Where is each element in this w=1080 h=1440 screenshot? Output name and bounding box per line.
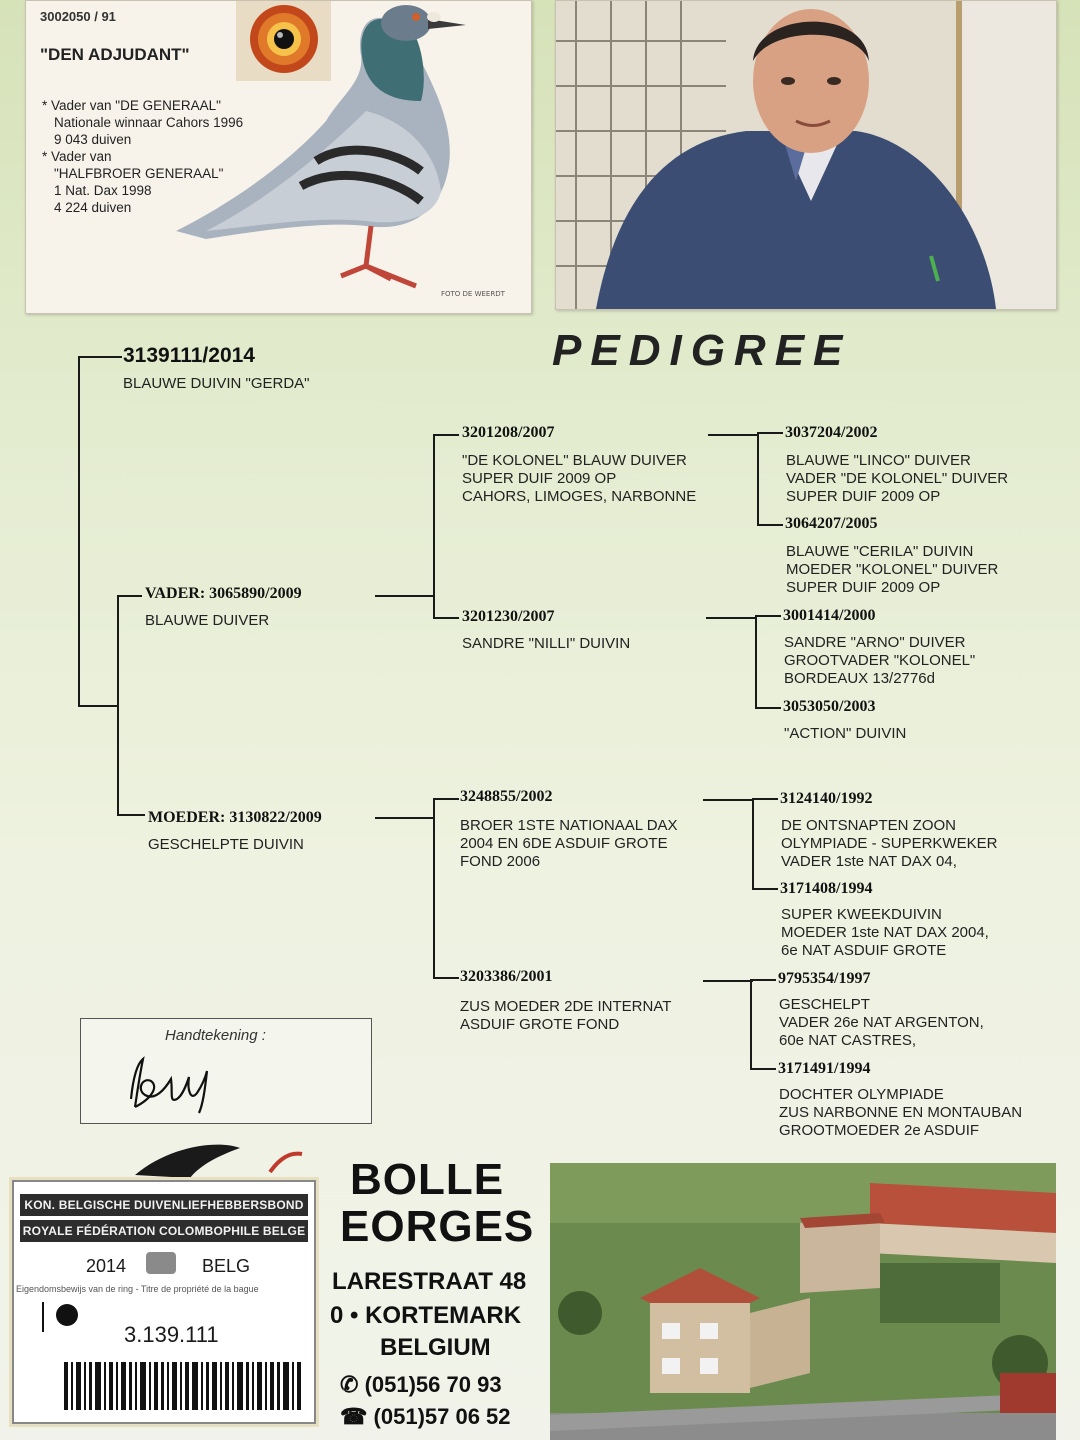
- ffm-desc: BLAUWE "CERILA" DUIVIN MOEDER "KOLONEL" DUIVER SUPER DUIF 2009 OP: [786, 543, 999, 596]
- pedigree-title: PEDIGREE: [552, 326, 852, 375]
- mmf-ring: 9795354/1997: [778, 970, 871, 987]
- tree-line: [703, 980, 753, 982]
- pigeon-ring-number: 3002050 / 91: [40, 9, 116, 24]
- tree-line: [755, 615, 781, 617]
- fmm-desc: "ACTION" DUIVIN: [784, 725, 907, 742]
- mother-desc: GESCHELPTE DUIVIN: [148, 836, 304, 853]
- sticker-barcode: [64, 1362, 304, 1410]
- breeder-country: BELGIUM: [380, 1334, 491, 1361]
- aerial-photo: [550, 1163, 1056, 1440]
- ring-certificate-sticker: [12, 1180, 316, 1424]
- sticker-year: 2014: [86, 1256, 127, 1276]
- pigeon-name: "DEN ADJUDANT": [40, 45, 190, 64]
- tree-line: [433, 434, 435, 618]
- fmf-desc: SANDRE "ARNO" DUIVER GROOTVADER "KOLONEL" BORDEAUX 13/2776d: [784, 634, 976, 687]
- ff-ring: 3201208/2007: [462, 424, 555, 441]
- sticker-hole-icon: [56, 1304, 78, 1326]
- tree-line: [433, 434, 459, 436]
- mfm-desc: SUPER KWEEKDUIVIN MOEDER 1ste NAT DAX 2004, 6e NAT ASDUIF GROTE: [781, 906, 989, 959]
- mmm-desc: DOCHTER OLYMPIADE ZUS NARBONNE EN MONTAUBAN GROOTMOEDER 2e ASDUIF: [779, 1086, 1023, 1139]
- tree-line: [375, 817, 435, 819]
- breeder-city: 0 • KORTEMARK: [330, 1302, 522, 1329]
- breeder-portrait-image: [556, 1, 1056, 309]
- mm-ring: 3203386/2001: [460, 968, 553, 985]
- mf-desc: BROER 1STE NATIONAAL DAX 2004 EN 6DE ASDUIF GROTE FOND 2006: [460, 817, 678, 870]
- ffm-ring: 3064207/2005: [785, 515, 878, 532]
- note-line: "HALFBROER GENERAAL": [54, 166, 224, 181]
- tree-line: [433, 977, 459, 979]
- sticker-edge-mark: [42, 1302, 44, 1332]
- tree-line: [755, 615, 757, 708]
- tree-line: [757, 524, 783, 526]
- tree-line: [117, 595, 119, 815]
- mff-ring: 3124140/1992: [780, 790, 873, 807]
- tree-line: [752, 798, 778, 800]
- svg-text:FOTO DE WEERDT: FOTO DE WEERDT: [441, 290, 505, 298]
- tree-line: [433, 798, 435, 978]
- mmf-desc: GESCHELPT VADER 26e NAT ARGENTON, 60e NAT CASTRES,: [779, 996, 984, 1049]
- breeder-name-line1: BOLLE: [350, 1155, 505, 1204]
- breeder-phone-1: [340, 1372, 502, 1398]
- mother-ring: MOEDER: 3130822/2009: [148, 809, 322, 826]
- tree-line: [750, 979, 752, 1069]
- phone-number: (051)56 70 93: [364, 1372, 502, 1397]
- tree-line: [78, 356, 122, 358]
- tree-line: [433, 617, 459, 619]
- fff-ring: 3037204/2002: [785, 424, 878, 441]
- tree-line: [752, 798, 754, 889]
- mf-ring: 3248855/2002: [460, 788, 553, 805]
- fax-icon: ☎: [340, 1404, 368, 1429]
- bird-logo: [130, 1140, 310, 1180]
- father-ring: VADER: 3065890/2009: [145, 585, 302, 602]
- note-line: 9 043 duiven: [54, 132, 132, 147]
- note-line: * Vader van: [42, 149, 112, 164]
- sticker-emblem-icon: [146, 1252, 176, 1274]
- tree-line: [752, 888, 778, 890]
- signature-box: [80, 1018, 372, 1124]
- tree-line: [375, 595, 435, 597]
- signature-label: Handtekening :: [165, 1027, 266, 1044]
- tree-line: [117, 814, 145, 816]
- sticker-ring-number: 3.139.111: [124, 1322, 219, 1347]
- phone-icon: ✆: [340, 1372, 359, 1397]
- subject-ring: 3139111/2014: [123, 344, 255, 367]
- tree-line: [433, 798, 459, 800]
- fff-desc: BLAUWE "LINCO" DUIVER VADER "DE KOLONEL" DUIVER SUPER DUIF 2009 OP: [786, 452, 1009, 505]
- fax-number: (051)57 06 52: [373, 1404, 511, 1429]
- mmm-ring: 3171491/1994: [778, 1060, 871, 1077]
- tree-line: [78, 356, 80, 706]
- tree-line: [117, 595, 142, 597]
- sticker-federation-fr: ROYALE FÉDÉRATION COLOMBOPHILE BELGE: [20, 1220, 308, 1242]
- breeder-phone-2: [340, 1404, 511, 1430]
- note-line: 1 Nat. Dax 1998: [54, 183, 152, 198]
- tree-line: [78, 705, 118, 707]
- tree-line: [755, 707, 781, 709]
- tree-line: [750, 1068, 776, 1070]
- sticker-federation-nl: KON. BELGISCHE DUIVENLIEFHEBBERSBOND: [20, 1194, 308, 1216]
- tree-line: [708, 434, 758, 436]
- breeder-photo: [555, 0, 1057, 310]
- breeder-street: LARESTRAAT 48: [332, 1268, 527, 1295]
- tree-line: [757, 432, 783, 434]
- farm-aerial-image: [550, 1163, 1056, 1440]
- note-line: * Vader van "DE GENERAAL": [42, 98, 221, 113]
- tree-line: [750, 979, 776, 981]
- tree-line: [703, 799, 753, 801]
- signature-image: [121, 1049, 241, 1117]
- tree-line: [706, 617, 756, 619]
- fmf-ring: 3001414/2000: [783, 607, 876, 624]
- note-line: 4 224 duiven: [54, 200, 132, 215]
- tree-line: [757, 432, 759, 525]
- sticker-country: BELG: [202, 1256, 251, 1276]
- fmm-ring: 3053050/2003: [783, 698, 876, 715]
- mfm-ring: 3171408/1994: [780, 880, 873, 897]
- father-desc: BLAUWE DUIVER: [145, 612, 270, 629]
- subject-desc: BLAUWE DUIVIN "GERDA": [123, 375, 310, 392]
- pigeon-photo-card: [25, 0, 532, 314]
- ff-desc: "DE KOLONEL" BLAUW DUIVER SUPER DUIF 2009 OP CAHORS, LIMOGES, NARBONNE: [462, 452, 697, 505]
- note-line: Nationale winnaar Cahors 1996: [54, 115, 244, 130]
- mff-desc: DE ONTSNAPTEN ZOON OLYMPIADE - SUPERKWEKER VADER 1ste NAT DAX 04,: [781, 817, 998, 870]
- sticker-ownership-text: Eigendomsbewijs van de ring - Titre de propriété de la bague: [16, 1284, 259, 1294]
- fm-desc: SANDRE "NILLI" DUIVIN: [462, 635, 631, 652]
- mm-desc: ZUS MOEDER 2DE INTERNAT ASDUIF GROTE FOND: [460, 998, 672, 1033]
- pigeon-image: [166, 1, 526, 306]
- breeder-name-line2: EORGES: [340, 1202, 535, 1251]
- fm-ring: 3201230/2007: [462, 608, 555, 625]
